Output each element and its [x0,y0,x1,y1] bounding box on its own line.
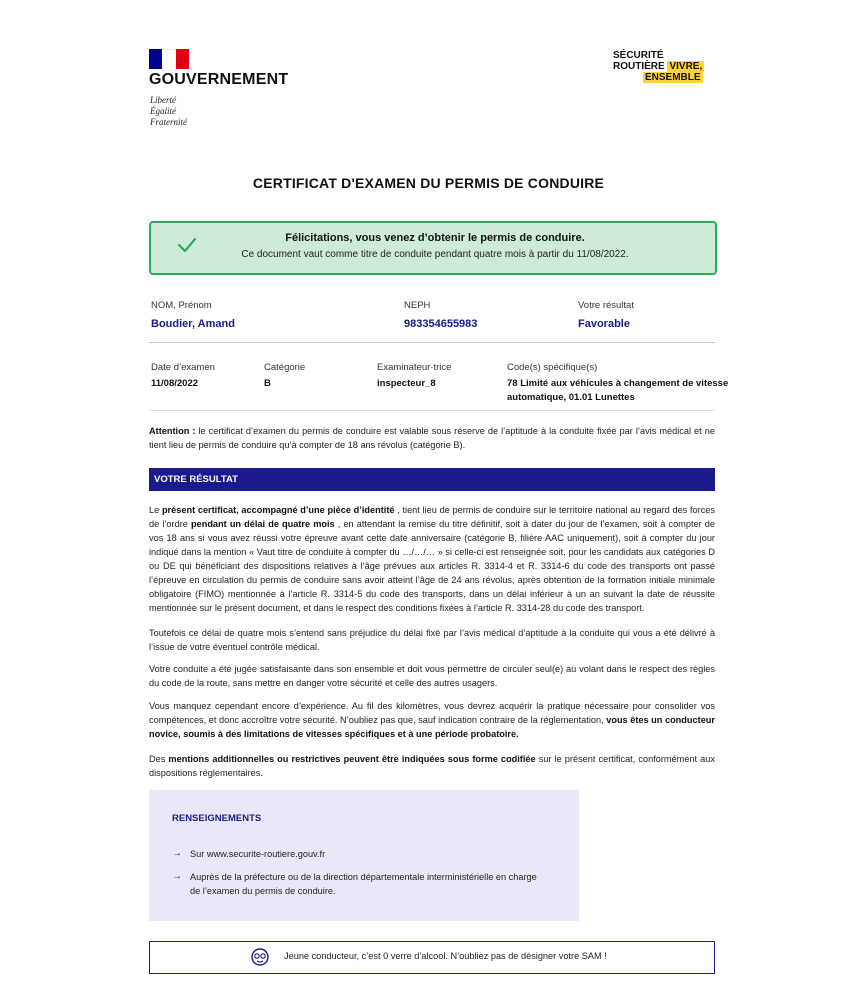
examiner-label: Examinateur·trice [377,362,452,373]
result-paragraph-2: Toutefois ce délai de quatre mois s’entend sans préjudice du délai fixé par l’avis médical d’aptitude à la conduite qui vous a été délivré à l’issue de votre éventuel contrôle médical. [149,628,715,652]
sam-face-icon [251,948,269,966]
name-label: NOM, Prénom [151,300,212,311]
info-title: RENSEIGNEMENTS [172,813,262,824]
section-header-result: VOTRE RÉSULTAT [149,468,715,491]
divider [149,342,715,343]
result-paragraph-4: Vous manquez cependant encore d’expérience. Au fil des kilomètres, vous devrez acquérir la pratique nécessaire pour consolider vos compétences, et donc accroître votre sécurité. N’oubliez pas que, sauf indication contraire de la réglementation, vous êtes un conducteur novice, soumis à des limitations de vitesses spécifiques et à une période probatoire. [149,701,715,739]
exam-date-label: Date d’examen [151,362,215,373]
result-paragraph-1: Le présent certificat, accompagné d’une pièce d’identité , tient lieu de permis de conduire sur le territoire national au regard des forces de l’ordre pendant un délai de quatre mois , en attendant la remise du titre définitif, soit à dater du jour de l’examen, soit à compter de vos 18 ans si vous avez réussi votre épreuve avant cette date anniversaire (catégorie B, filière AAC uniquement), soit à compter du jour indiqué dans la mention « Vaut titre de conduite à compter du …/…/… » si celle-ci est renseignée soit, pour les candidats aux catégories D ou DE qui bénéficiant des dispositions relatives à l’âge prévues aux articles R. 3314-4 et R. 3314-6 du code des transports ont passé l’épreuve en circulation du permis de conduire sans avoir atteint l’âge de 24 ans révolus, après obtention de la formation initiale minimale obligatoire (FIMO) mentionnée à l’article R. 3314-5 du code des transports, dans un délai inférieur à un an suivant la date de réussite mentionnée sur le présent document, et dans le respect des conditions fixées à l’article R. 3314-28 du code des transport. [149,505,715,613]
category-value: B [264,378,271,389]
neph-value: 983354655983 [404,318,478,330]
result-value: Favorable [578,318,630,330]
divider [149,410,715,411]
success-subtitle: Ce document vaut comme titre de conduite pendant quatre mois à partir du 11/08/2022. [241,249,629,260]
neph-label: NEPH [404,300,431,311]
success-title: Félicitations, vous venez d’obtenir le permis de conduire. [285,232,585,244]
gov-title: GOUVERNEMENT [149,71,289,88]
examiner-value: inspecteur_8 [377,378,436,389]
result-label: Votre résultat [578,300,634,311]
arrow-right-icon: → [172,871,182,882]
success-banner [149,221,717,275]
footer-text: Jeune conducteur, c’est 0 verre d’alcool. N’oubliez pas de désigner votre SAM ! [284,951,607,961]
result-paragraph-3: Votre conduite a été jugée satisfaisante dans son ensemble et doit vous permettre de circuler seul(e) au volant dans le respect des règles du code de la route, sans mettre en danger votre sécurité et celle des autres usagers. [149,664,715,688]
codes-value: 78 Limité aux véhicules à changement de vitesse automatique, 01.01 Lunettes [507,378,729,403]
name-value: Boudier, Amand [151,318,235,330]
info-link-website[interactable]: Sur www.securite-routiere.gouv.fr [190,849,326,859]
arrow-right-icon: → [172,848,182,859]
checkmark-icon [176,234,198,256]
page-title: CERTIFICAT D'EXAMEN DU PERMIS DE CONDUIRE [252,175,605,191]
info-item-prefecture: Auprès de la préfecture ou de la direction départementale interministérielle en charge de l’examen du permis de conduire. [190,872,537,896]
codes-label: Code(s) spécifique(s) [507,362,598,373]
category-label: Catégorie [264,362,306,373]
attention-note: Attention : le certificat d’examen du permis de conduire est valable sous réserve de l’aptitude à la conduite fixée par l’avis médical et ne tient lieu de permis de conduire qu’à compter de 18 ans révolus (catégorie B). [149,426,715,450]
securite-routiere-logo: SÉCURITÉ ROUTIÈRE VIVRE, ENSEMBLE [613,50,703,83]
gov-motto: Liberté Égalité Fraternité [150,95,187,127]
result-paragraph-5: Des mentions additionnelles ou restrictives peuvent être indiquées sous forme codifiée sur le présent certificat, conformément aux dispositions réglementaires. [149,754,715,778]
marianne-flag [149,49,189,69]
exam-date-value: 11/08/2022 [151,378,199,389]
